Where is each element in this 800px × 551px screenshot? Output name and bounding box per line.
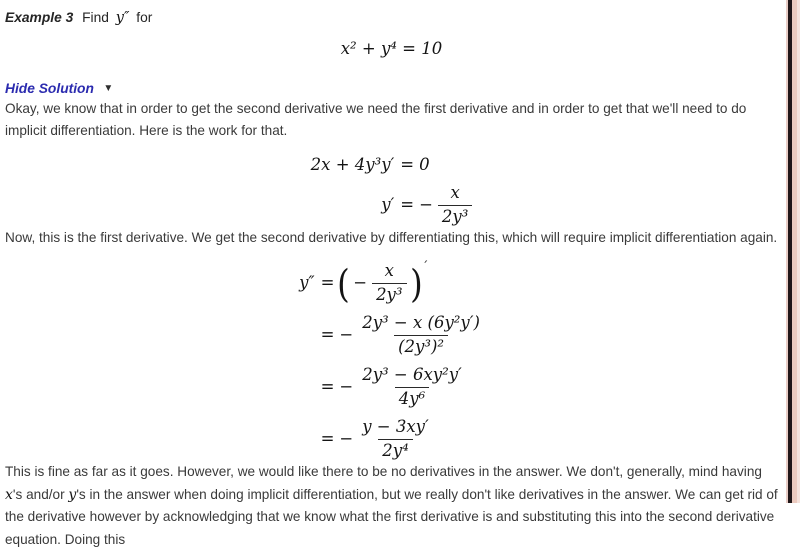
equation-rhs — [321, 418, 433, 461]
equation-rhs — [321, 366, 466, 409]
fraction — [358, 314, 484, 357]
fraction-numerator: 2y³ − 6xy²y′ — [362, 365, 462, 385]
hide-solution-link[interactable] — [5, 80, 113, 98]
equals-sign: = — [320, 273, 335, 293]
minus-sign: − — [339, 377, 354, 397]
minus-sign: − — [339, 429, 354, 449]
rhs-value: 0 — [419, 154, 430, 174]
equation-align-block — [311, 156, 473, 227]
paragraph-intro: Okay, we know that in order to get the second derivative we need the first derivative and in order to get that we'll need to do implicit differentiation. Here is the work for that. — [5, 100, 747, 139]
caret-down-icon[interactable]: ▼ — [103, 82, 114, 94]
equals-sign: = — [400, 154, 415, 174]
fraction-denominator: 4y⁶ — [395, 387, 429, 409]
equation-rhs — [321, 314, 484, 357]
fraction — [358, 366, 466, 409]
fraction-numerator: 2y³ − x (6y²y′) — [362, 313, 480, 333]
x-variable-math: x — [5, 486, 13, 503]
equation-lhs: y″ — [299, 273, 315, 293]
example-label: Example 3 — [5, 10, 74, 25]
closing-text-pre: This is fine as far as it goes. However, we would like there to be no derivatives in the answer. We don't, generally, mind having — [5, 464, 762, 480]
minus-sign: − — [339, 325, 354, 345]
first-derivative-work — [5, 156, 778, 227]
y-double-prime-math: y″ — [115, 10, 130, 26]
fraction — [372, 262, 406, 305]
problem-equation — [5, 40, 778, 59]
fraction — [438, 184, 472, 227]
minus-sign: − — [353, 273, 368, 293]
example-prompt-post: for — [136, 10, 153, 25]
fraction-denominator: 2y³ — [438, 205, 472, 227]
closing-text-mid: 's and/or — [12, 486, 69, 502]
fraction — [358, 418, 433, 461]
equation-rhs — [400, 184, 472, 227]
closing-text-post: 's in the answer when doing implicit differentiation, but we really don't like derivatives in the answer. We can get rid of the derivative however by acknowledging that we know what the first derivative is and substituting this into the second derivative equation. Doing this — [5, 486, 778, 547]
fraction-denominator: 2y⁴ — [378, 439, 412, 461]
prime-superscript: ′ — [424, 259, 428, 275]
example-header — [5, 8, 778, 26]
equals-sign: = — [320, 377, 335, 397]
equals-sign: = — [320, 325, 335, 345]
example-prompt-pre: Find — [82, 10, 109, 25]
equation-lhs: 2x + 4y³y′ — [310, 154, 395, 174]
equation-align-block — [299, 259, 484, 461]
y-variable-math: y — [68, 486, 77, 503]
fraction-numerator: y − 3xy′ — [362, 417, 429, 437]
second-derivative-work — [5, 259, 778, 461]
problem-equation-text: x² + y⁴ = 10 — [340, 39, 443, 58]
equals-sign: = — [320, 429, 335, 449]
fraction-denominator: 2y³ — [372, 283, 406, 305]
minus-sign: − — [419, 194, 433, 214]
fraction-numerator: x — [450, 182, 460, 202]
equation-rhs — [320, 259, 428, 306]
fraction-denominator: (2y³)² — [394, 335, 448, 357]
equals-sign: = — [400, 194, 415, 214]
paragraph-closing — [5, 461, 778, 551]
equation-lhs: y′ — [381, 194, 395, 214]
hide-solution-label[interactable]: Hide Solution — [5, 80, 94, 96]
paragraph-middle: Now, this is the first derivative. We get the second derivative by differentiating this, which will require implicit differentiation again. — [5, 229, 778, 245]
equation-rhs — [400, 156, 429, 175]
close-paren: ) — [409, 261, 423, 306]
fraction-numerator: x — [384, 261, 394, 281]
open-paren: ( — [337, 261, 351, 306]
